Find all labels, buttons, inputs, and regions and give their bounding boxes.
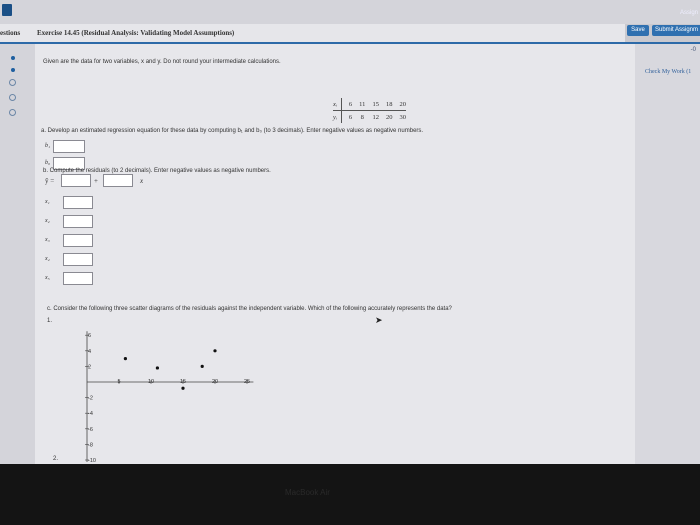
x-tick-label: 15 bbox=[179, 379, 187, 385]
residual-point bbox=[213, 349, 216, 352]
x-value: 18 bbox=[379, 98, 393, 111]
mouse-cursor-icon: ➤ bbox=[375, 315, 383, 325]
residual-point bbox=[201, 365, 204, 368]
y-tick-label: 4 bbox=[88, 348, 92, 355]
y-row bbox=[333, 111, 406, 124]
laptop-brand-label: MacBook Air bbox=[285, 488, 330, 497]
residual-scatter-plot[interactable] bbox=[65, 333, 265, 464]
y-tick-label: -8 bbox=[88, 442, 93, 449]
b1-input[interactable] bbox=[53, 140, 85, 153]
submit-assignment-button[interactable]: Submit Assignm bbox=[652, 25, 700, 36]
x-row bbox=[333, 98, 406, 111]
x-value: 11 bbox=[352, 98, 365, 111]
app-logo-icon bbox=[2, 4, 12, 16]
y-tick-label: -6 bbox=[88, 426, 93, 433]
y-row-label: yᵢ bbox=[333, 111, 341, 124]
y-tick-label: -2 bbox=[88, 395, 93, 402]
y-tick-label: 6 bbox=[88, 333, 92, 340]
x-value: 6 bbox=[341, 98, 352, 111]
residual-input-1[interactable] bbox=[63, 196, 93, 209]
question-sidebar bbox=[0, 44, 35, 464]
question-4-indicator[interactable] bbox=[9, 94, 16, 101]
y-tick-label: -10 bbox=[88, 458, 96, 464]
residual-input-2[interactable] bbox=[63, 215, 93, 228]
residual-label: x₁ bbox=[45, 199, 50, 205]
residual-label: x₄ bbox=[45, 256, 50, 262]
x-value: 20 bbox=[392, 98, 406, 111]
equation-plus: + bbox=[94, 177, 98, 185]
intercept-input[interactable] bbox=[61, 174, 91, 187]
assignment-label: Assign bbox=[679, 10, 698, 16]
y-value: 12 bbox=[372, 113, 379, 121]
question-3-indicator[interactable] bbox=[9, 79, 16, 86]
y-value: 8 bbox=[360, 113, 364, 121]
residual-label: x₃ bbox=[45, 237, 50, 243]
y-tick-label: 2 bbox=[88, 364, 92, 371]
question-content bbox=[35, 44, 635, 464]
option-2-label[interactable]: 2. bbox=[53, 456, 59, 462]
exercise-header bbox=[0, 24, 625, 43]
residual-label: x₅ bbox=[45, 275, 50, 281]
questions-label[interactable]: estions bbox=[0, 29, 21, 37]
residual-point bbox=[181, 387, 184, 390]
x-tick-label: 5 bbox=[117, 379, 121, 385]
slope-input[interactable] bbox=[103, 174, 133, 187]
option-1-label[interactable]: 1. bbox=[47, 318, 53, 324]
x-row-label: xᵢ bbox=[333, 98, 341, 111]
top-bar bbox=[0, 0, 700, 24]
save-button[interactable]: Save bbox=[627, 25, 649, 36]
score-indicator: -0 bbox=[690, 47, 696, 53]
exercise-title: Exercise 14.45 (Residual Analysis: Validating Model Assumptions) bbox=[37, 29, 235, 37]
question-2-indicator[interactable] bbox=[11, 68, 15, 72]
residual-input-3[interactable] bbox=[63, 234, 93, 247]
part-c-prompt: c. Consider the following three scatter diagrams of the residuals against the independent variable. Which of the following accurately represents the data? bbox=[47, 306, 452, 312]
b1-label: b₁ bbox=[45, 143, 51, 149]
residual-input-4[interactable] bbox=[63, 253, 93, 266]
equation-x: x bbox=[140, 177, 144, 185]
x-value: 15 bbox=[365, 98, 379, 111]
question-5-indicator[interactable] bbox=[9, 109, 16, 116]
x-tick-label: 25 bbox=[243, 379, 251, 385]
x-tick-label: 10 bbox=[147, 379, 155, 385]
question-1-indicator[interactable] bbox=[11, 56, 15, 60]
residual-point bbox=[156, 366, 159, 369]
b0-label: b₀ bbox=[45, 160, 51, 166]
y-value: 20 bbox=[385, 113, 393, 121]
y-value: 30 bbox=[399, 113, 406, 121]
y-tick-label: -4 bbox=[88, 411, 93, 418]
part-a-prompt: a. Develop an estimated regression equation for these data by computing b₁ and b₀ (to 3 decimals). Enter negative values as negative numbers. bbox=[41, 128, 424, 134]
residual-point bbox=[124, 357, 127, 360]
part-b-prompt: b. Compute the residuals (to 2 decimals). Enter negative values as negative numbers. bbox=[43, 168, 271, 174]
residual-input-5[interactable] bbox=[63, 272, 93, 285]
laptop-bezel bbox=[0, 464, 700, 525]
equation-lhs: ŷ = bbox=[45, 177, 55, 185]
x-tick-label: 20 bbox=[211, 379, 219, 385]
right-panel bbox=[635, 44, 700, 464]
given-text: Given are the data for two variables, x and y. Do not round your intermediate calculations. bbox=[43, 59, 281, 65]
residual-label: x₂ bbox=[45, 218, 50, 224]
data-table bbox=[333, 98, 406, 123]
y-value: 6 bbox=[348, 113, 353, 121]
check-my-work-link[interactable]: Check My Work (1 bbox=[645, 69, 692, 75]
